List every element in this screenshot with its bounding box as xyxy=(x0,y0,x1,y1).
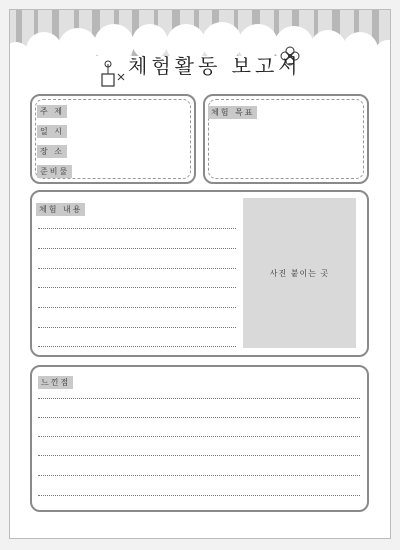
feelings-label: 느낀점 xyxy=(38,376,73,389)
content-writing-line[interactable] xyxy=(38,327,236,328)
topic-label: 주 제 xyxy=(37,105,67,118)
feelings-writing-line[interactable] xyxy=(38,398,360,399)
report-sheet xyxy=(9,9,391,539)
feelings-writing-line[interactable] xyxy=(38,436,360,437)
feelings-box xyxy=(30,365,369,512)
content-label: 체험 내용 xyxy=(36,203,85,216)
content-writing-line[interactable] xyxy=(38,307,236,308)
content-writing-line[interactable] xyxy=(38,248,236,249)
goal-label: 체험 목표 xyxy=(208,106,257,119)
photo-placeholder-label: 사진 붙이는 곳 xyxy=(269,269,330,278)
feelings-writing-line[interactable] xyxy=(38,475,360,476)
page-title: 체험활동 보고서 xyxy=(128,54,302,78)
date-label: 일 시 xyxy=(37,125,67,138)
feelings-writing-line[interactable] xyxy=(38,495,360,496)
place-label: 장 소 xyxy=(37,145,67,158)
content-writing-line[interactable] xyxy=(38,268,236,269)
materials-label: 준비물 xyxy=(37,165,72,178)
content-writing-line[interactable] xyxy=(38,228,236,229)
flower-pot-icon xyxy=(96,60,126,90)
feelings-writing-line[interactable] xyxy=(38,417,360,418)
content-writing-line[interactable] xyxy=(38,346,236,347)
photo-placeholder xyxy=(243,198,356,348)
feelings-writing-line[interactable] xyxy=(38,455,360,456)
content-writing-line[interactable] xyxy=(38,287,236,288)
